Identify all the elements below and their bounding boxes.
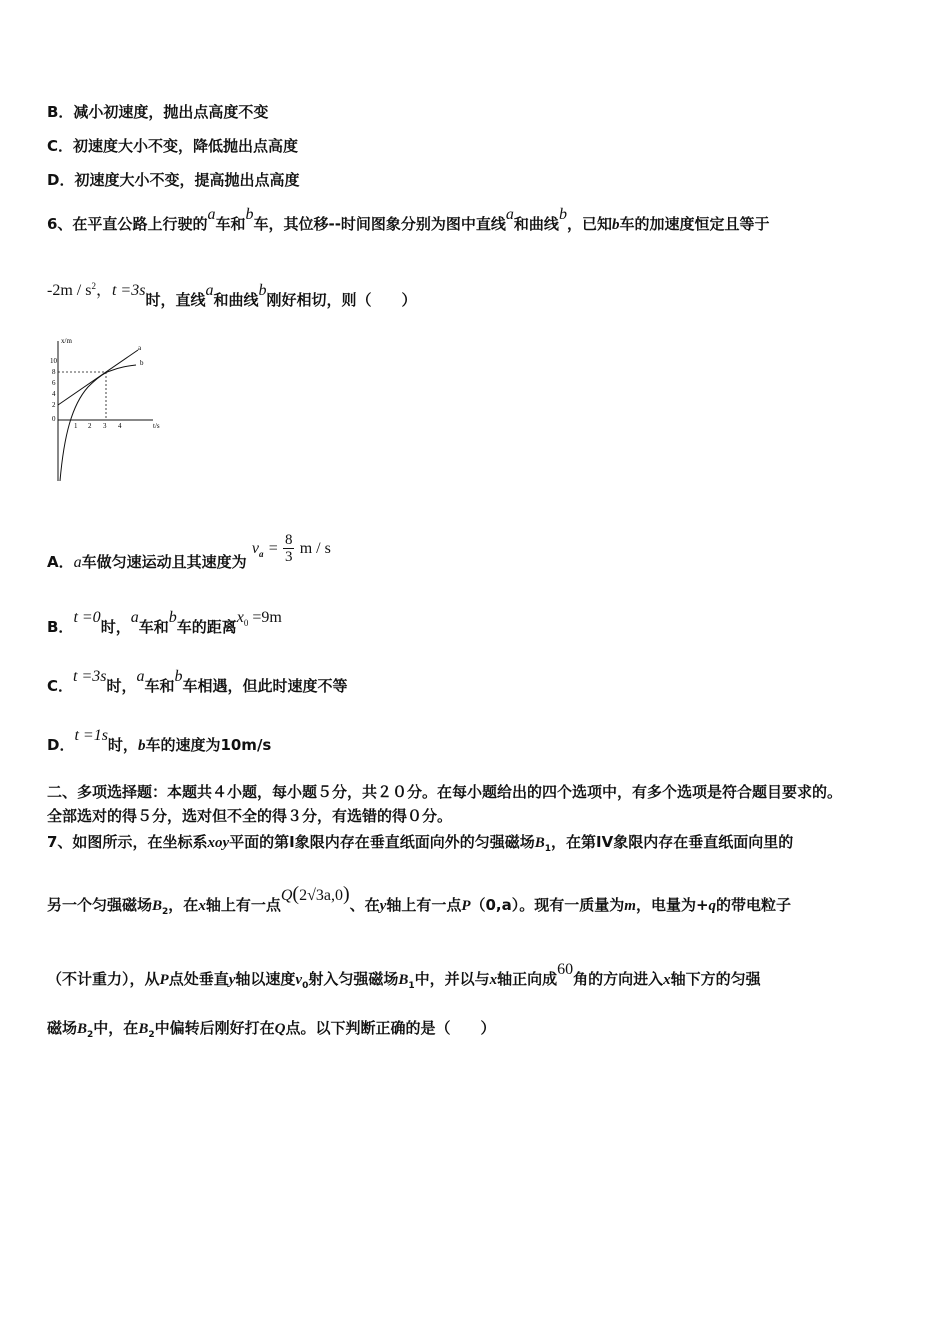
q6-stem-line2: $-2m / s^2$，t =3s时，直线a和曲线b刚好相切，则（ ）	[47, 281, 417, 309]
graph-xlabel: t/s	[153, 422, 160, 430]
graph-xtick: 2	[88, 422, 92, 430]
graph-xtick: 4	[118, 422, 122, 430]
q7-line3: （不计重力），从P点处垂直y轴以速度$v_0$射入匀强磁场$B_1$中，并以与x轴正向成60角的方向进入x轴下方的匀强	[47, 961, 761, 991]
fraction-8-3: $\frac{8}{3}$	[284, 532, 293, 565]
section2-header-line2: 全部选对的得５分，选对但不全的得３分，有选错的得０分。	[47, 807, 453, 825]
graph-xtick: 1	[74, 422, 78, 430]
graph-ytick: 10	[50, 357, 57, 365]
q6-option-d: D．t =1s时，b车的速度为10m/s	[47, 727, 272, 754]
q5-option-c: C．初速度大小不变，降低抛出点高度	[47, 137, 299, 155]
q6-stem-line1: 6、在平直公路上行驶的a车和b车，其位移--时间图象分别为图中直线a和曲线b，已知b车的加速度恒定且等于	[47, 206, 770, 233]
graph-ytick: 0	[52, 415, 56, 423]
q5-option-d: D．初速度大小不变，提高抛出点高度	[47, 171, 300, 189]
graph-ylabel: x/m	[61, 337, 72, 345]
xt-graph	[48, 335, 168, 485]
q7-line4: 磁场$B_2$中，在$B_2$中偏转后刚好打在Q点。以下判断正确的是（ ）	[47, 1019, 496, 1040]
q6-option-c: C．t =3s时，a车和b车相遇，但此时速度不等	[47, 668, 348, 695]
graph-xtick: 3	[103, 422, 107, 430]
q6-option-b: B．t =0时，a车和b车的距离$x_0 =9m$	[47, 609, 282, 636]
graph-ytick: 6	[52, 379, 56, 387]
q7-line1: 7、如图所示，在坐标系xoy平面的第I象限内存在垂直纸面向外的匀强磁场$B_1$，在第IV象限内存在垂直纸面向里的	[47, 833, 794, 854]
graph-ytick: 2	[52, 401, 56, 409]
section2-header-line1: 二、多项选择题：本题共４小题，每小题５分，共２０分。在每小题给出的四个选项中，有多个选项是符合题目要求的。	[47, 783, 843, 801]
graph-label-a: a	[138, 344, 142, 352]
graph-ytick: 4	[52, 390, 56, 398]
q6-option-a: A．a车做匀速运动且其速度为 $v_a$ = $\frac{8}{3}$ m / s	[47, 532, 331, 571]
graph-label-b: b	[140, 359, 144, 367]
q7-line2: 另一个匀强磁场$B_2$，在x轴上有一点Q(2√3a,0)、在y轴上有一点P（0,a）。现有一质量为m，电量为+q的带电粒子	[47, 883, 792, 917]
graph-ytick: 8	[52, 368, 56, 376]
q5-option-b: B．减小初速度，抛出点高度不变	[47, 103, 269, 121]
graph-curve-b	[60, 365, 136, 481]
